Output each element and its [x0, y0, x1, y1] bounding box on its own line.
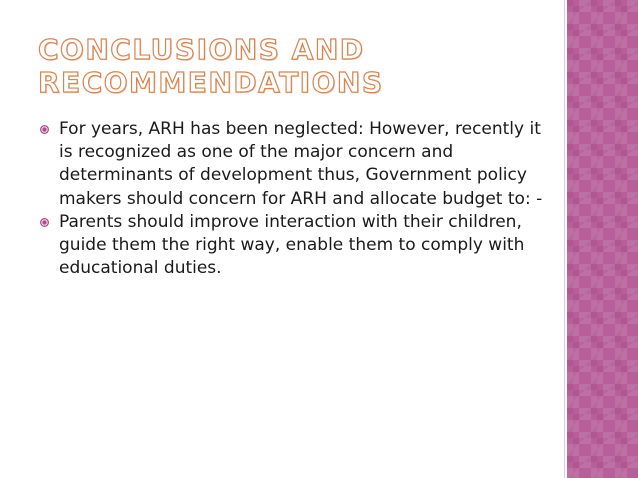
bullet-list: [40, 118, 550, 280]
bullet-text: For years, ARH has been neglected: However, recently it is recognized as one of the major concern and determinants of development thus, Government policy makers should concern for ARH and allocate budget to: -: [59, 119, 543, 209]
title-line-2: RECOMMENDATIONS: [38, 66, 384, 99]
slide-title: [38, 33, 558, 99]
decorative-side-band: [567, 0, 638, 478]
title-line-1: CONCLUSIONS AND: [38, 33, 365, 66]
bullet-circle-icon: [40, 218, 49, 227]
side-divider: [564, 0, 565, 478]
bullet-item: [40, 118, 550, 211]
bullet-text: Parents should improve interaction with their children, guide them the right way, enable them to comply with educational duties.: [59, 211, 525, 279]
bullet-circle-icon: [40, 125, 49, 134]
bullet-item: [40, 211, 550, 281]
